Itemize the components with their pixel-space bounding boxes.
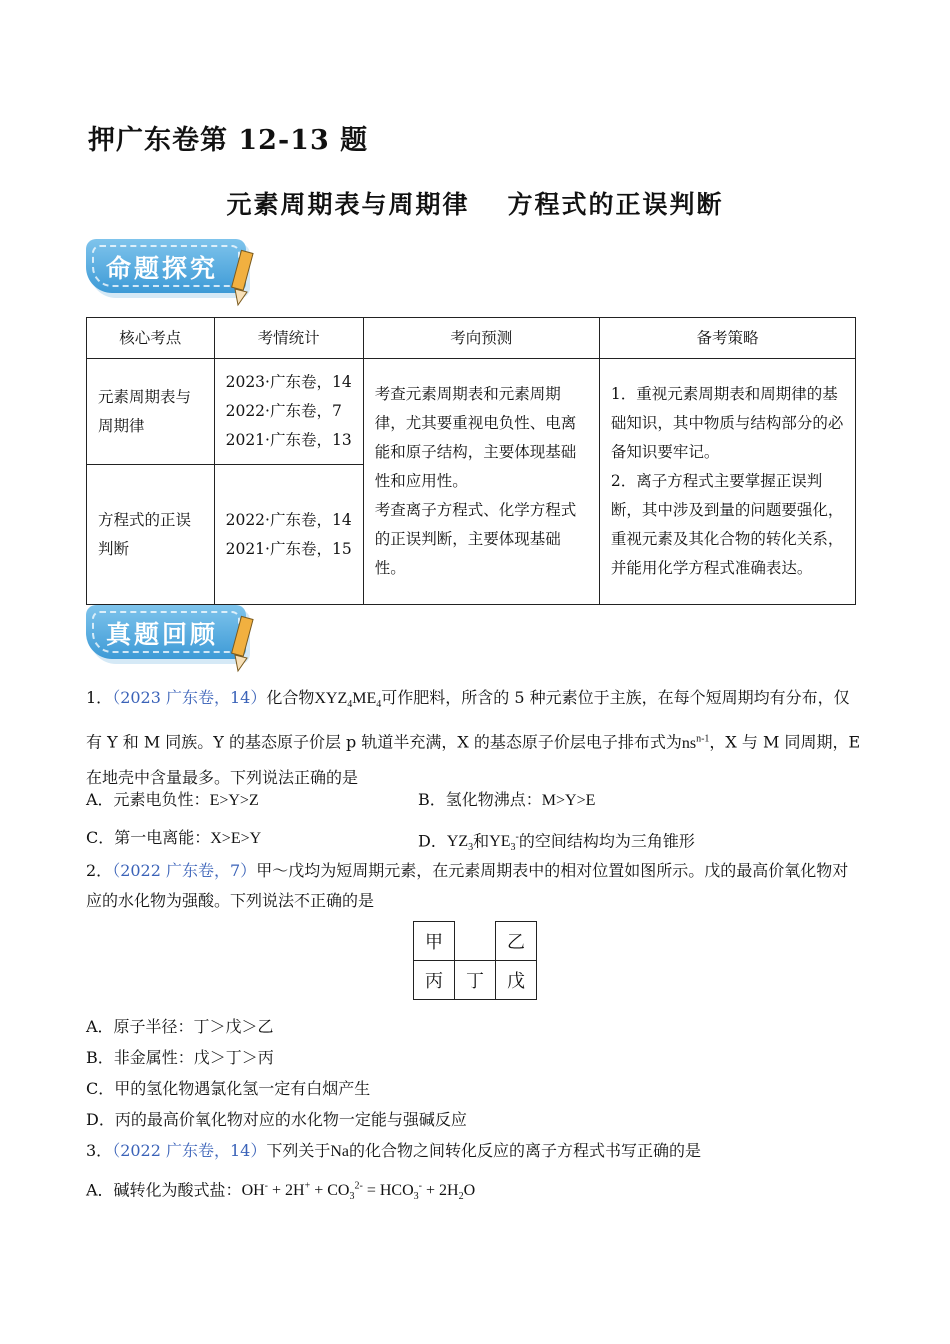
- page-title: 押广东卷第 12-13 题: [88, 125, 369, 156]
- row2-stats: [214, 465, 363, 605]
- cell-yi: 乙: [496, 922, 537, 961]
- question-1: [86, 681, 862, 795]
- option-text: 的空间结构均为三角锥形: [518, 831, 695, 851]
- option-math: X>E>Y: [210, 830, 262, 847]
- row1-point: 元素周期表与周期律: [87, 359, 215, 465]
- cell-wu: 戊: [496, 961, 537, 1000]
- stat-line: 2022·广东卷，14: [225, 510, 352, 529]
- topic-banner-label: 命题探究: [106, 254, 219, 283]
- q3-source: （2022 广东卷，14）: [112, 1141, 267, 1160]
- q1-number: 1．: [86, 688, 113, 707]
- q3-text: 下列关于: [266, 1141, 331, 1160]
- row2-point: 方程式的正误判断: [87, 465, 215, 605]
- q2-source: （2022 广东卷，7）: [112, 861, 257, 880]
- q2-number: 2．: [86, 861, 113, 880]
- option-math: E>Y>Z: [209, 792, 259, 809]
- option-label: C．第一电离能：: [86, 828, 211, 847]
- q2-option-d: D．丙的最高价氧化物对应的水化物一定能与强碱反应: [86, 1110, 467, 1129]
- header-core-point: 核心考点: [87, 318, 215, 359]
- review-banner-label: 真题回顾: [106, 620, 219, 649]
- option-label: B．氢化物沸点：: [418, 790, 542, 809]
- header-stats: 考情统计: [214, 318, 363, 359]
- option-math: M>Y>E: [541, 792, 596, 809]
- subtitle-periodic: 元素周期表与周期律: [226, 190, 470, 219]
- forecast-cell: [363, 359, 599, 605]
- topic-banner: [86, 239, 264, 311]
- q2-option-a: A．原子半径：丁＞戊＞乙: [86, 1017, 274, 1036]
- q3-na: Na: [330, 1143, 350, 1160]
- cell-jia: 甲: [414, 922, 455, 961]
- page-subtitle: [0, 185, 950, 221]
- stat-line: 2021·广东卷，13: [225, 431, 352, 449]
- forecast-1: 考查元素周期表和元素周期律，尤其要重视电负性、电离能和原子结构，主要体现基础性和应用性。: [374, 385, 577, 490]
- question-3: [86, 1136, 862, 1167]
- header-forecast: 考向预测: [363, 318, 599, 359]
- option-label: A．元素电负性：: [86, 790, 210, 809]
- stat-line: 2022·广东卷，7: [225, 402, 342, 420]
- q1-text: ，X 与 M 同周期，E 在地壳中含量最多。下列说法正确的是: [86, 732, 861, 787]
- q1-source: （2023 广东卷，14）: [112, 688, 267, 707]
- strategy-1: 1．重视元素周期表和周期律的基础知识，其中物质与结构部分的必备知识要牢记。: [610, 385, 844, 461]
- cell-bing: 丙: [414, 961, 455, 1000]
- pencil-icon: [226, 249, 256, 313]
- q2-option-b: B．非金属性：戊＞丁＞丙: [86, 1048, 274, 1067]
- option-math: $YZ_3$: [446, 833, 474, 854]
- q1-text: 化合物: [266, 688, 315, 707]
- cell-ding: 丁: [455, 961, 496, 1000]
- stat-line: 2021·广东卷，15: [225, 539, 352, 558]
- table-header-row: [87, 318, 856, 359]
- header-strategy: 备考策略: [599, 318, 855, 359]
- forecast-2: 考查离子方程式、化学方程式的正误判断，主要体现基础性。: [374, 501, 577, 577]
- q1-formula: $XYZ_4ME_4$: [314, 690, 382, 711]
- table-row: [87, 359, 856, 465]
- option-text: 和: [473, 831, 490, 851]
- q2-text: 甲～戊均为短周期元素，在元素周期表中的相对位置如图所示。戊的最高价氧化物对应的水化物为强酸。下列说法不正确的是: [86, 861, 849, 910]
- review-banner: [86, 605, 264, 677]
- q1-option-b: [418, 785, 595, 816]
- strategy-cell: [599, 359, 855, 605]
- strategy-2: 2．离子方程式主要掌握正误判断，其中涉及到量的问题要强化，重视元素及其化合物的转化关系，并能用化学方程式准确表达。: [610, 472, 844, 577]
- q3-equation: $OH^- + 2H^+ + CO_3^{2-} = HCO_3^- + 2H_2O$: [241, 1181, 476, 1203]
- option-math: $YE_3^-$: [489, 832, 519, 854]
- stat-line: 2023·广东卷，14: [225, 373, 352, 391]
- q1-option-c: [86, 823, 261, 854]
- q3-option-a: [86, 1172, 475, 1213]
- q3-number: 3．: [86, 1141, 113, 1160]
- exam-analysis-table: [86, 317, 856, 605]
- q1-config: $ns^{n-1}$: [681, 733, 710, 752]
- periodic-position-grid: [413, 921, 537, 1000]
- q2-option-c: C．甲的氢化物遇氯化氢一定有白烟产生: [86, 1079, 371, 1098]
- cell-empty: [455, 922, 496, 961]
- question-2: [86, 856, 862, 916]
- q1-text: 可作肥料，所含的 5 种元素位于主族，在每个短周期均有分布，仅有 Y 和 M 同族。Y 的基态原子价层 p 轨道半充满，X 的基态原子价层电子排布式为: [86, 688, 850, 752]
- option-label: A．碱转化为酸式盐：: [86, 1180, 242, 1200]
- q3-text: 的化合物之间转化反应的离子方程式书写正确的是: [349, 1141, 702, 1160]
- option-label: D．: [418, 831, 447, 851]
- pencil-icon: [226, 615, 256, 679]
- subtitle-equation: 方程式的正误判断: [507, 190, 724, 219]
- q1-option-a: [86, 785, 259, 816]
- row1-stats: [214, 359, 363, 465]
